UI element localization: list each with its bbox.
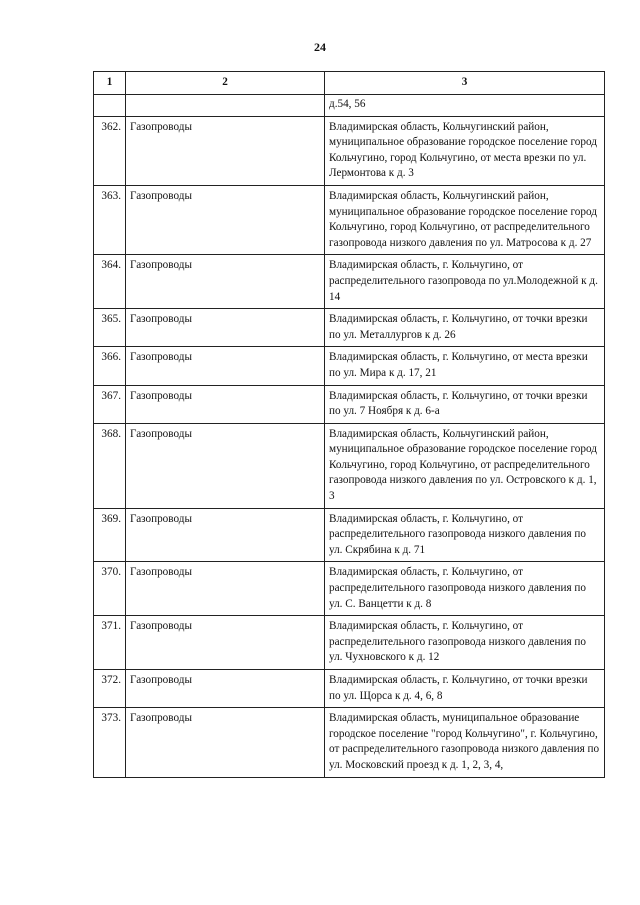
row-number: 363.	[94, 185, 126, 254]
table-header-row	[94, 72, 605, 95]
table-row	[94, 255, 605, 309]
table-row	[94, 562, 605, 616]
row-number: 364.	[94, 255, 126, 309]
table-row	[94, 423, 605, 508]
row-object-name: Газопроводы	[126, 116, 325, 185]
row-number: 369.	[94, 508, 126, 562]
row-address: Владимирская область, г. Кольчугино, от точки врезки по ул. 7 Ноября к д. 6-а	[325, 385, 605, 423]
row-object-name: Газопроводы	[126, 309, 325, 347]
row-object-name: Газопроводы	[126, 562, 325, 616]
table-row	[94, 385, 605, 423]
row-object-name: Газопроводы	[126, 347, 325, 385]
row-number: 365.	[94, 309, 126, 347]
row-address: Владимирская область, г. Кольчугино, от распределительного газопровода низкого давления по ул. Чухновского к д. 12	[325, 616, 605, 670]
row-address: Владимирская область, г. Кольчугино, от распределительного газопровода низкого давления по ул. Скрябина к д. 71	[325, 508, 605, 562]
row-number: 367.	[94, 385, 126, 423]
row-object-name: Газопроводы	[126, 185, 325, 254]
table-row	[94, 616, 605, 670]
row-address: Владимирская область, муниципальное образование городское поселение "город Кольчугино", г. Кольчугино, от распределительного газопровода низкого давления по ул. Московский проезд к д. 1, 2, 3, 4,	[325, 708, 605, 777]
page-number: 24	[314, 40, 326, 54]
row-object-name: Газопроводы	[126, 708, 325, 777]
row-address: Владимирская область, Кольчугинский район, муниципальное образование городское поселение город Кольчугино, город Кольчугино, от распределительного газопровода низкого давления по ул. Островского к д. 1, 3	[325, 423, 605, 508]
table-row	[94, 508, 605, 562]
table-row	[94, 309, 605, 347]
table-row	[94, 708, 605, 777]
registry-table	[93, 71, 605, 778]
table-row-continuation	[94, 95, 605, 117]
row-address: Владимирская область, г. Кольчугино, от распределительного газопровода по ул.Молодежной к д. 14	[325, 255, 605, 309]
row-address: Владимирская область, г. Кольчугино, от распределительного газопровода низкого давления по ул. С. Ванцетти к д. 8	[325, 562, 605, 616]
header-col-2: 2	[126, 72, 325, 95]
row-address: д.54, 56	[325, 95, 605, 117]
row-address: Владимирская область, г. Кольчугино, от точки врезки по ул. Щорса к д. 4, 6, 8	[325, 670, 605, 708]
row-address: Владимирская область, г. Кольчугино, от точки врезки по ул. Металлургов к д. 26	[325, 309, 605, 347]
row-number: 373.	[94, 708, 126, 777]
header-col-1: 1	[94, 72, 126, 95]
row-number: 371.	[94, 616, 126, 670]
table-row	[94, 347, 605, 385]
row-number: 372.	[94, 670, 126, 708]
row-address: Владимирская область, Кольчугинский район, муниципальное образование городское поселение город Кольчугино, город Кольчугино, от места врезки по ул. Лермонтова к д. 3	[325, 116, 605, 185]
row-object-name: Газопроводы	[126, 616, 325, 670]
header-col-3: 3	[325, 72, 605, 95]
row-number: 366.	[94, 347, 126, 385]
row-object-name	[126, 95, 325, 117]
row-object-name: Газопроводы	[126, 423, 325, 508]
row-address: Владимирская область, Кольчугинский район, муниципальное образование городское поселение город Кольчугино, город Кольчугино, от распределительного газопровода низкого давления по ул. Матросова к д. 27	[325, 185, 605, 254]
row-address: Владимирская область, г. Кольчугино, от места врезки по ул. Мира к д. 17, 21	[325, 347, 605, 385]
row-object-name: Газопроводы	[126, 670, 325, 708]
row-number: 368.	[94, 423, 126, 508]
row-object-name: Газопроводы	[126, 508, 325, 562]
row-number	[94, 95, 126, 117]
row-number: 370.	[94, 562, 126, 616]
row-object-name: Газопроводы	[126, 385, 325, 423]
row-object-name: Газопроводы	[126, 255, 325, 309]
table-row	[94, 116, 605, 185]
row-number: 362.	[94, 116, 126, 185]
table-row	[94, 670, 605, 708]
table-row	[94, 185, 605, 254]
